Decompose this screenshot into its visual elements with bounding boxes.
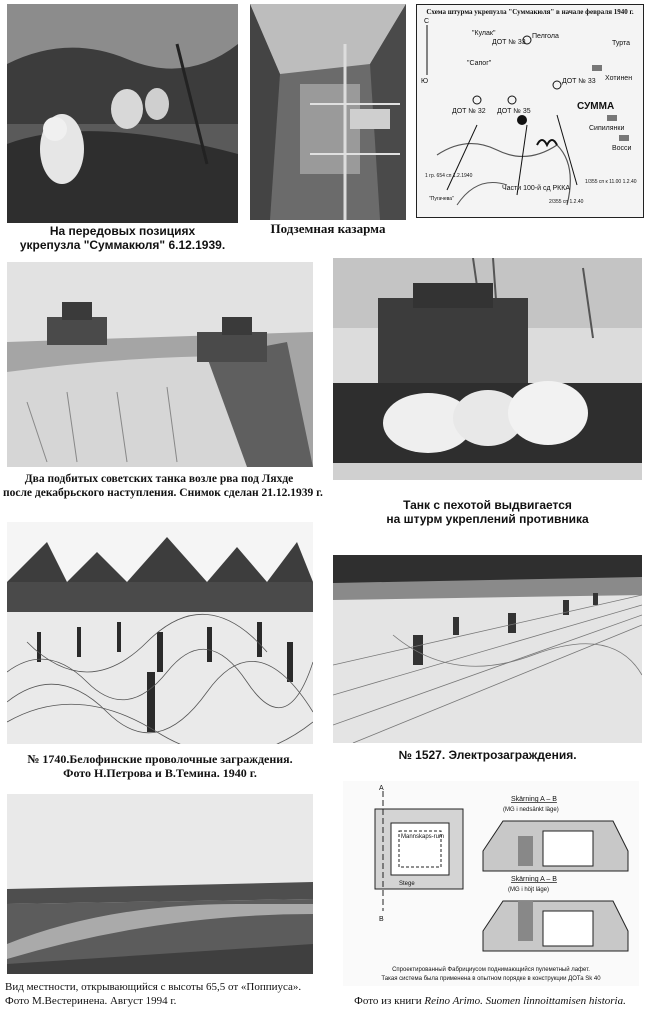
photo-electric-fences bbox=[333, 555, 642, 743]
drawing-stair-label: Stege bbox=[399, 881, 415, 887]
photo-wire-obstacles bbox=[7, 522, 313, 744]
map-label-vossi: Восси bbox=[612, 145, 632, 152]
caption-line: № 1527. Электрозаграждения. bbox=[398, 748, 577, 762]
drawing-section-top: Skärning A – B bbox=[511, 796, 557, 803]
caption-terrain-view bbox=[5, 980, 325, 1008]
bunker-drawing bbox=[343, 781, 639, 986]
drawing-section-top-sub: (MG i nedsänkt läge) bbox=[503, 807, 559, 813]
drawing-section-bottom: Skärning A – B bbox=[511, 876, 557, 883]
map-label-dot33a: ДОТ № 33 bbox=[492, 39, 526, 46]
caption-line: Вид местности, открывающийся с высоты 65,5 от «Поппиуса». bbox=[5, 981, 302, 993]
caption-line: Подземная казарма bbox=[270, 221, 386, 236]
map-label-pelgola: Пелгола bbox=[532, 33, 559, 40]
map-label-turta: Турта bbox=[612, 40, 631, 47]
map-label-kulak: "Кулак" bbox=[472, 30, 496, 37]
map-north: С bbox=[424, 18, 430, 25]
caption-line: после декабрьского наступления. Снимок сделан 21.12.1939 г. bbox=[3, 487, 323, 499]
map-label-unit-b: 2/355 сп 1.2.40 bbox=[549, 199, 584, 205]
caption-forward-positions bbox=[7, 224, 238, 252]
caption-line: Танк с пехотой выдвигается bbox=[403, 498, 572, 512]
map-label-sapog: "Сапог" bbox=[467, 60, 492, 67]
caption-wire-obstacles bbox=[7, 752, 313, 780]
map-title: Схема штурма укрепузла "Суммакюля" в начале февраля 1940 г. bbox=[426, 8, 634, 16]
photo-terrain-view bbox=[7, 794, 313, 974]
caption-underground-barracks bbox=[250, 222, 406, 236]
map-label-chasti: Части 100-й сд РККА bbox=[502, 185, 571, 192]
map-south: Ю bbox=[421, 78, 429, 85]
caption-damaged-tanks bbox=[3, 472, 323, 500]
map-label-unit-a: 1 гр. 654 сп 1.2.1940 bbox=[425, 173, 473, 179]
caption-line: На передовых позициях bbox=[49, 224, 196, 238]
map-label-dot35: ДОТ № 35 bbox=[497, 108, 531, 115]
caption-line: Фото М.Вестеринена. Август 1994 г. bbox=[5, 995, 177, 1007]
caption-line: № 1740.Белофинские проволочные заграждения. bbox=[27, 752, 293, 766]
drawing-footnote-line: Такая система была применена в опытном порядке в конструкции ДОТа Sk 40 bbox=[381, 976, 601, 982]
map-label-sipilyanki: Сипилянки bbox=[589, 125, 625, 132]
photo-underground-barracks bbox=[250, 4, 406, 220]
battle-scheme-map bbox=[416, 4, 644, 218]
map-label-hotinen: Хотинен bbox=[605, 75, 633, 82]
drawing-mark-a: A bbox=[379, 785, 384, 792]
drawing-footnote-line: Спроектированный Фабрициусом поднимающийся пулеметный лафет. bbox=[392, 967, 590, 973]
caption-electric-fences bbox=[333, 748, 642, 762]
caption-line: Фото Н.Петрова и В.Темина. 1940 г. bbox=[63, 766, 257, 780]
map-label-dot32: ДОТ № 32 bbox=[452, 108, 486, 115]
source-book: Reino Arimo. Suomen linnoittamisen historia. bbox=[424, 995, 626, 1007]
map-label-dot33b: ДОТ № 33 bbox=[562, 78, 596, 85]
drawing-section-bottom-sub: (MG i höjt läge) bbox=[508, 887, 550, 893]
map-label-summa: СУММА bbox=[577, 101, 615, 112]
source-prefix: Фото из книги bbox=[354, 995, 425, 1007]
drawing-mark-b: B bbox=[379, 916, 384, 923]
map-label-pugacheva: "Пугачева" bbox=[429, 196, 454, 202]
caption-source bbox=[340, 994, 640, 1008]
caption-line: на штурм укреплений противника bbox=[386, 512, 589, 526]
drawing-room-label: Mannskaps-rum bbox=[401, 834, 445, 840]
caption-line: Два подбитых советских танка возле рва под Ляхде bbox=[24, 473, 294, 485]
map-label-unit-c: 1/355 сп к 11.00 1.2.40 bbox=[585, 179, 637, 185]
photo-forward-positions bbox=[7, 4, 238, 223]
photo-damaged-tanks bbox=[7, 262, 313, 467]
photo-tank-with-infantry bbox=[333, 258, 642, 480]
caption-tank-with-infantry bbox=[333, 498, 642, 526]
source-line bbox=[340, 994, 640, 1008]
caption-line: укрепузла "Суммакюля" 6.12.1939. bbox=[19, 238, 226, 252]
